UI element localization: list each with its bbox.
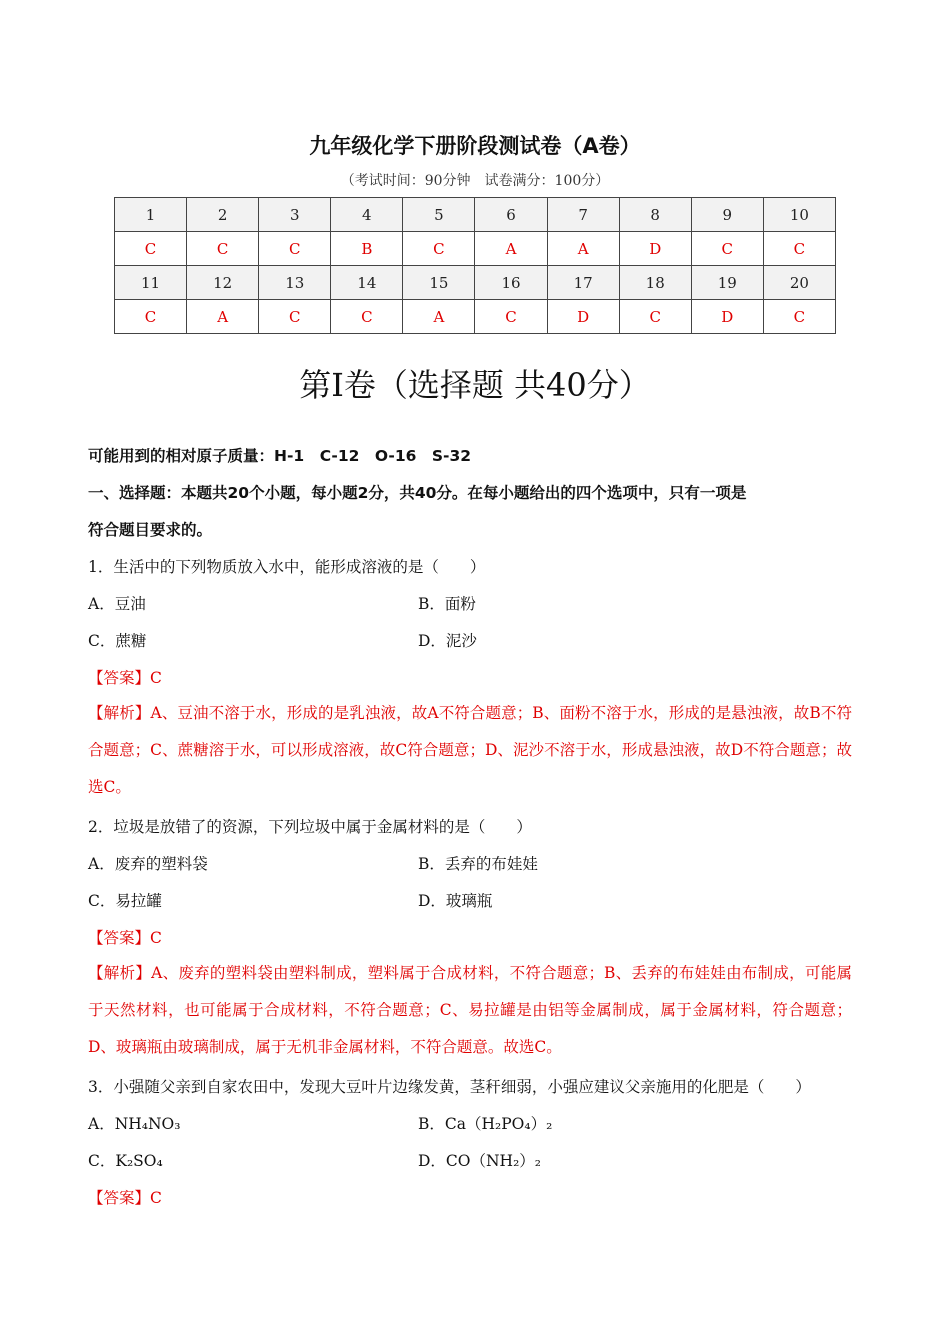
- answer-cell: C: [115, 300, 187, 334]
- analysis-label: 【解析】: [88, 704, 151, 722]
- question-number-cell: 17: [547, 266, 619, 300]
- question-3-answer: [88, 1186, 162, 1208]
- analysis-text: A、废弃的塑料袋由塑料制成，塑料属于合成材料，不符合题意；B、丢弃的布娃娃由布制成，可能属于天然材料，也可能属于合成材料，不符合题意；C、易拉罐是由铝等金属制成，属于金属材料，符合题意；D、玻璃瓶由玻璃制成，属于无机非金属材料，不符合题意。故选C。: [88, 964, 852, 1056]
- question-number-cell: 20: [763, 266, 835, 300]
- atomic-mass-note: 可能用到的相对原子质量：H-1 C-12 O-16 S-32: [88, 447, 472, 465]
- question-2-answer: [88, 926, 162, 948]
- question-number-cell: 19: [691, 266, 763, 300]
- answer-cell: C: [259, 300, 331, 334]
- instructions-line-1: 一、选择题：本题共20个小题，每小题2分，共40分。在每小题给出的四个选项中，只有一项是: [88, 484, 747, 502]
- answer-cell: A: [403, 300, 475, 334]
- question-number-cell: 15: [403, 266, 475, 300]
- exam-info: （考试时间：90分钟 试卷满分：100分）: [340, 173, 610, 189]
- answer-cell: A: [187, 300, 259, 334]
- question-number-cell: 1: [115, 198, 187, 232]
- answer-label: 【答案】: [88, 1189, 151, 1207]
- answer-cell: C: [115, 232, 187, 266]
- answer-label: 【答案】: [88, 669, 151, 687]
- answer-cell: C: [187, 232, 259, 266]
- table-row: [115, 232, 836, 266]
- question-number-cell: 7: [547, 198, 619, 232]
- question-2-option-b: B．丢弃的布娃娃: [418, 855, 538, 873]
- question-number-cell: 5: [403, 198, 475, 232]
- answer-cell: C: [475, 300, 547, 334]
- question-1-option-c: C．蔗糖: [88, 632, 147, 650]
- question-number-cell: 8: [619, 198, 691, 232]
- answer-cell: C: [403, 232, 475, 266]
- question-1-stem: 1．生活中的下列物质放入水中，能形成溶液的是（ ）: [88, 558, 486, 576]
- answer-cell: D: [691, 300, 763, 334]
- answer-cell: C: [763, 300, 835, 334]
- answer-cell: B: [331, 232, 403, 266]
- section-title: 第Ⅰ卷（选择题 共40分）: [299, 366, 651, 404]
- answer-table: [114, 197, 836, 334]
- answer-cell: D: [547, 300, 619, 334]
- question-number-cell: 4: [331, 198, 403, 232]
- table-row: [115, 198, 836, 232]
- question-2-analysis: [88, 955, 852, 1066]
- question-3-option-d: D．CO（NH₂）₂: [418, 1152, 542, 1170]
- answer-cell: C: [763, 232, 835, 266]
- question-1-answer: [88, 666, 162, 688]
- answer-cell: C: [331, 300, 403, 334]
- answer-cell: C: [619, 300, 691, 334]
- answer-value: C: [150, 1189, 162, 1207]
- page-title: 九年级化学下册阶段测试卷（A卷）: [309, 134, 641, 158]
- question-1-option-d: D．泥沙: [418, 632, 477, 650]
- question-number-cell: 11: [115, 266, 187, 300]
- answer-value: C: [150, 669, 162, 687]
- answer-label: 【答案】: [88, 929, 151, 947]
- question-number-cell: 3: [259, 198, 331, 232]
- analysis-text: A、豆油不溶于水，形成的是乳浊液，故A不符合题意；B、面粉不溶于水，形成的是悬浊液，故B不符合题意；C、蔗糖溶于水，可以形成溶液，故C符合题意；D、泥沙不溶于水，形成悬浊液，故D不符合题意；故选C。: [88, 704, 852, 796]
- analysis-label: 【解析】: [88, 964, 152, 982]
- answer-cell: A: [547, 232, 619, 266]
- question-number-cell: 6: [475, 198, 547, 232]
- instructions-line-2: 符合题目要求的。: [88, 521, 213, 539]
- question-number-cell: 10: [763, 198, 835, 232]
- table-row: [115, 266, 836, 300]
- question-number-cell: 12: [187, 266, 259, 300]
- table-row: [115, 300, 836, 334]
- question-2-stem: 2．垃圾是放错了的资源，下列垃圾中属于金属材料的是（ ）: [88, 818, 532, 836]
- question-number-cell: 18: [619, 266, 691, 300]
- question-3-option-c: C．K₂SO₄: [88, 1152, 163, 1170]
- question-1-option-a: A．豆油: [88, 595, 146, 613]
- question-3-option-b: B．Ca（H₂PO₄）₂: [418, 1115, 553, 1133]
- answer-cell: D: [619, 232, 691, 266]
- answer-cell: C: [691, 232, 763, 266]
- question-3-stem: 3．小强随父亲到自家农田中，发现大豆叶片边缘发黄，茎秆细弱，小强应建议父亲施用的化肥是（ ）: [88, 1078, 811, 1096]
- answer-cell: C: [259, 232, 331, 266]
- answer-value: C: [150, 929, 162, 947]
- question-1-option-b: B．面粉: [418, 595, 476, 613]
- question-1-analysis: [88, 695, 852, 806]
- question-2-option-c: C．易拉罐: [88, 892, 162, 910]
- answer-cell: A: [475, 232, 547, 266]
- question-number-cell: 2: [187, 198, 259, 232]
- question-3-option-a: A．NH₄NO₃: [88, 1115, 181, 1133]
- question-number-cell: 9: [691, 198, 763, 232]
- question-2-option-d: D．玻璃瓶: [418, 892, 493, 910]
- question-number-cell: 16: [475, 266, 547, 300]
- question-2-option-a: A．废弃的塑料袋: [88, 855, 208, 873]
- question-number-cell: 13: [259, 266, 331, 300]
- question-number-cell: 14: [331, 266, 403, 300]
